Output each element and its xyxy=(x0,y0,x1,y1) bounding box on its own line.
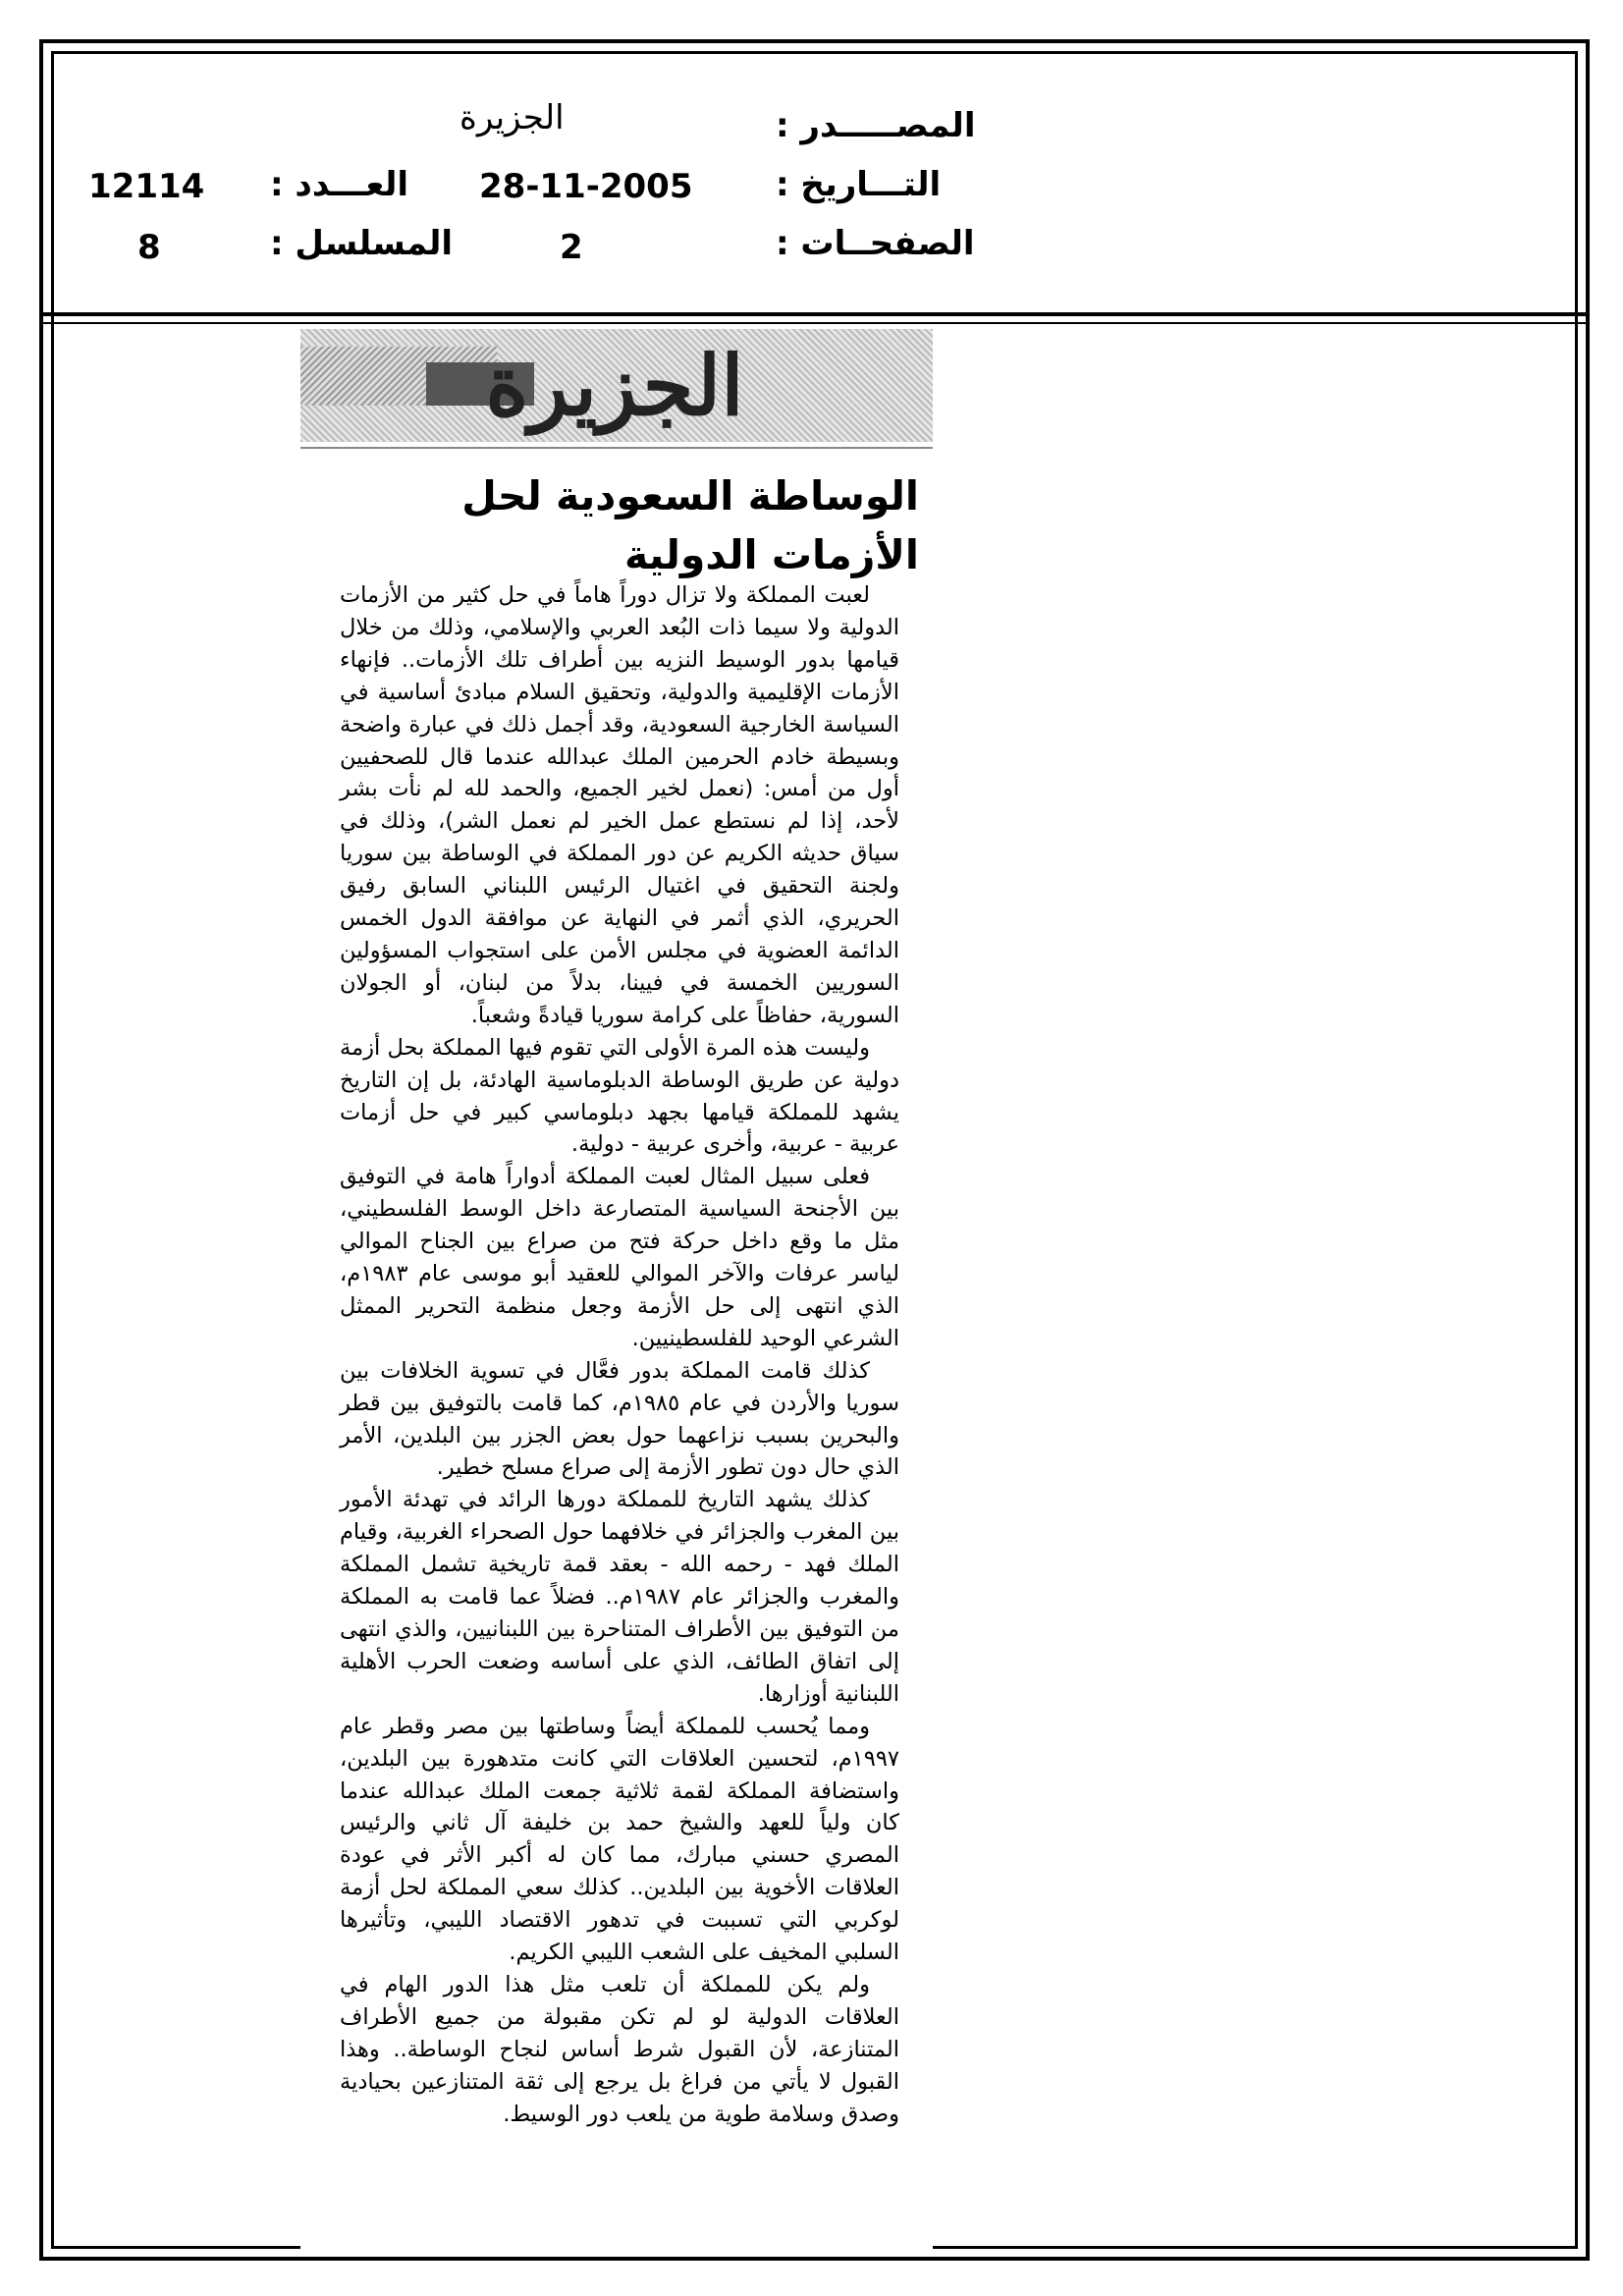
header-divider xyxy=(39,312,1590,316)
issue-value: 12114 xyxy=(88,167,205,206)
newspaper-clipping xyxy=(300,329,933,2254)
header-divider-thin xyxy=(39,322,1590,324)
paragraph: كذلك يشهد التاريخ للمملكة دورها الرائد في تهدئة الأمور بين المغرب والجزائر في خلافهما حول الصحراء الغربية، وقيام الملك فهد - رحمه الله - بعقد قمة تاريخية تشمل المملكة والمغرب والجزائر عام ١٩٨٧م.. فضلاً عما قامت به المملكة من التوفيق بين الأطراف المتناحرة بين اللبنانيين، والذي انتهى إلى اتفاق الطائف، الذي على أساسه وضعت الحرب الأهلية اللبنانية أوزارها. xyxy=(340,1487,900,1707)
paragraph: فعلى سبيل المثال لعبت المملكة أدواراً هامة في التوفيق بين الأجنحة السياسية المتصارعة داخل الوسط الفلسطيني، مثل ما وقع داخل حركة فتح من صراع بين الجناح الموالي لياسر عرفات والآخر الموالي للعقيد أبو موسى عام ١٩٨٣م، الذي انتهى إلى حل الأزمة وجعل منظمة التحرير الممثل الشرعي الوحيد للفلسطينيين. xyxy=(340,1164,899,1351)
paragraph: وليست هذه المرة الأولى التي تقوم فيها المملكة بحل أزمة دولية عن طريق الوساطة الدبلوماسية الهادئة، بل إن التاريخ يشهد للمملكة قيامها بجهد دبلوماسي كبير في حل أزمات عربية - عربية، وأخرى عربية - دولية. xyxy=(340,1034,899,1158)
serial-value: 8 xyxy=(137,228,161,267)
paragraph: لعبت المملكة ولا تزال دوراً هاماً في حل كثير من الأزمات الدولية ولا سيما ذات البُعد العربي والإسلامي، وذلك من خلال قيامها بدور الوسيط النزيه بين أطراف تلك الأزمات.. فإنهاء الأزمات الإقليمية والدولية، وتحقيق السلام مبادئ أساسية في السياسة الخارجية السعودية، وقد أجمل ذلك في عبارة واضحة وبسيطة خادم الحرمين الملك عبدالله عندما قال للصحفيين أول من أمس: (نعمل لخير الجميع، والحمد لله لم نأت بشر لأحد، إذا لم نستطع عمل الخير لم نعمل الشر)، وذلك في سياق حديثه الكريم عن دور المملكة في الوساطة بين سوريا ولجنة التحقيق في اغتيال الرئيس اللبناني السابق رفيق الحريري، الذي أثمر في النهاية عن موافقة الدول الخمس الدائمة العضوية في مجلس الأمن على استجواب المسؤولين السوريين الخمسة في فيينا، بدلاً من لبنان، أو الجولان السورية، حفاظاً على كرامة سوريا قيادةً وشعباً. xyxy=(340,582,899,1028)
masthead-rule xyxy=(300,447,933,449)
serial-label: المسلسل : xyxy=(270,224,454,263)
article-headline: الوساطة السعودية لحل الأزمات الدولية xyxy=(461,472,919,578)
paragraph: ومما يُحسب للمملكة أيضاً وساطتها بين مصر وقطر عام ١٩٩٧م، لتحسين العلاقات التي كانت متدهورة بين البلدين، واستضافة المملكة لقمة ثلاثية جمعت الملك عبدالله عندما كان ولياً للعهد والشيخ حمد بن خليفة آل ثاني والرئيس المصري حسني مبارك، مما كان له أكبر الأثر في عودة العلاقات الأخوية بين البلدين.. كذلك سعي المملكة لحل أزمة لوكربي التي تسببت في تدهور الاقتصاد الليبي، وتأثيرها السلبي المخيف على الشعب الليبي الكريم. xyxy=(340,1713,899,1966)
masthead-banner xyxy=(300,329,933,442)
masthead-title: الجزيرة xyxy=(485,337,744,434)
issue-label: العـــدد : xyxy=(270,165,408,204)
date-value: 28-11-2005 xyxy=(479,167,693,206)
pages-label: الصفحــات : xyxy=(776,224,975,263)
date-label: التـــاريخ : xyxy=(776,165,942,204)
article-body xyxy=(340,579,899,2131)
source-label: المصـــــدر : xyxy=(776,106,976,145)
source-value: الجزيرة xyxy=(460,98,565,137)
paragraph: كذلك قامت المملكة بدور فعَّال في تسوية الخلافات بين سوريا والأردن في عام ١٩٨٥م، كما قامت بالتوفيق بين قطر والبحرين بسبب نزاعهما حول بعض الجزر بين البلدين، الأمر الذي حال دون تطور الأزمة إلى صراع مسلح خطير. xyxy=(340,1357,899,1481)
paragraph: ولم يكن للمملكة أن تلعب مثل هذا الدور الهام في العلاقات الدولية لو لم تكن مقبولة من جميع الأطراف المتنازعة، لأن القبول شرط أساس لنجاح الوساطة.. وهذا القبول لا يأتي من فراغ بل يرجع إلى ثقة المتنازعين بحيادية وصدق وسلامة طوية من يلعب دور الوسيط. xyxy=(340,1971,899,2127)
pages-value: 2 xyxy=(560,228,583,267)
